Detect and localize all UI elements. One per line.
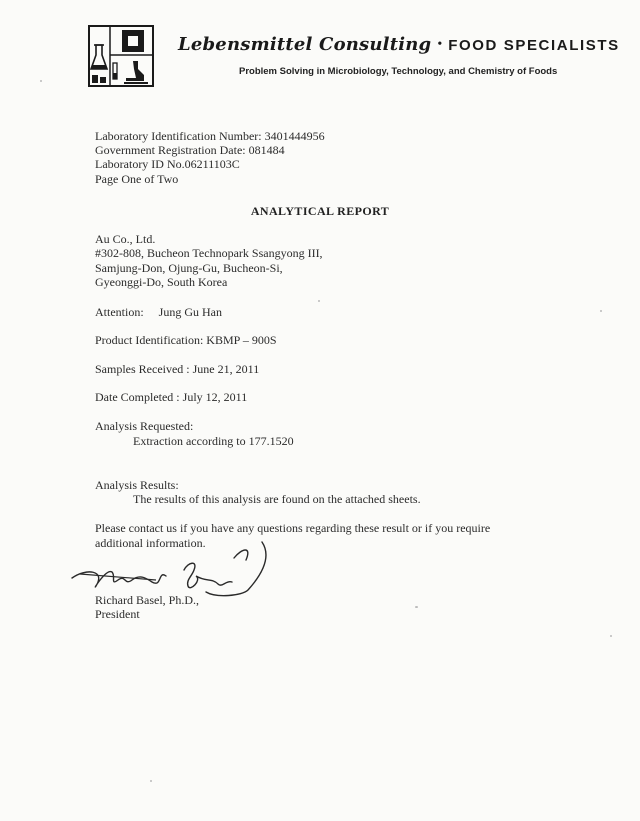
- scan-speck: [610, 635, 612, 637]
- analysis-requested-value: Extraction according to 177.1520: [133, 434, 294, 448]
- analysis-results-value: The results of this analysis are found on the attached sheets.: [133, 492, 421, 506]
- recipient-company: Au Co., Ltd.: [95, 232, 156, 246]
- brand-name: Lebensmittel Consulting: [178, 34, 432, 55]
- closing-line2: additional information.: [95, 536, 206, 550]
- letterhead-title: [178, 34, 620, 55]
- signatory-title: President: [95, 607, 140, 621]
- attention-label: Attention:: [95, 305, 144, 319]
- analysis-requested-label: Analysis Requested:: [95, 419, 194, 433]
- scan-speck: [40, 80, 42, 82]
- product-identification: Product Identification: KBMP – 900S: [95, 333, 277, 347]
- letterhead-tagline: Problem Solving in Microbiology, Technology, and Chemistry of Foods: [239, 66, 558, 77]
- scan-speck: [150, 780, 152, 782]
- brand-bullet: •: [437, 37, 443, 52]
- samples-received: Samples Received : June 21, 2011: [95, 362, 260, 376]
- attention-name: Jung Gu Han: [158, 305, 222, 319]
- closing-line1: Please contact us if you have any questions regarding these result or if you require: [95, 521, 491, 535]
- lab-logo-icon: [88, 25, 154, 87]
- report-title: ANALYTICAL REPORT: [250, 204, 390, 218]
- lab-id-number: Laboratory Identification Number: 3401444956: [95, 129, 325, 143]
- registration-date: Government Registration Date: 081484: [95, 143, 285, 157]
- date-completed: Date Completed : July 12, 2011: [95, 390, 248, 404]
- scan-speck: [415, 606, 418, 608]
- analysis-results-label: Analysis Results:: [95, 478, 179, 492]
- recipient-address-line3: Gyeonggi-Do, South Korea: [95, 275, 228, 289]
- page-indicator: Page One of Two: [95, 172, 179, 186]
- recipient-address-line1: #302-808, Bucheon Technopark Ssangyong III,: [95, 246, 323, 260]
- recipient-address-line2: Samjung-Don, Ojung-Gu, Bucheon-Si,: [95, 261, 283, 275]
- scan-speck: [600, 310, 602, 312]
- lab-id-no: Laboratory ID No.06211103C: [95, 157, 240, 171]
- scan-speck: [318, 300, 320, 302]
- signatory-name: Richard Basel, Ph.D.,: [95, 593, 199, 607]
- brand-suffix: FOOD SPECIALISTS: [448, 37, 620, 54]
- attention-line: [95, 305, 222, 319]
